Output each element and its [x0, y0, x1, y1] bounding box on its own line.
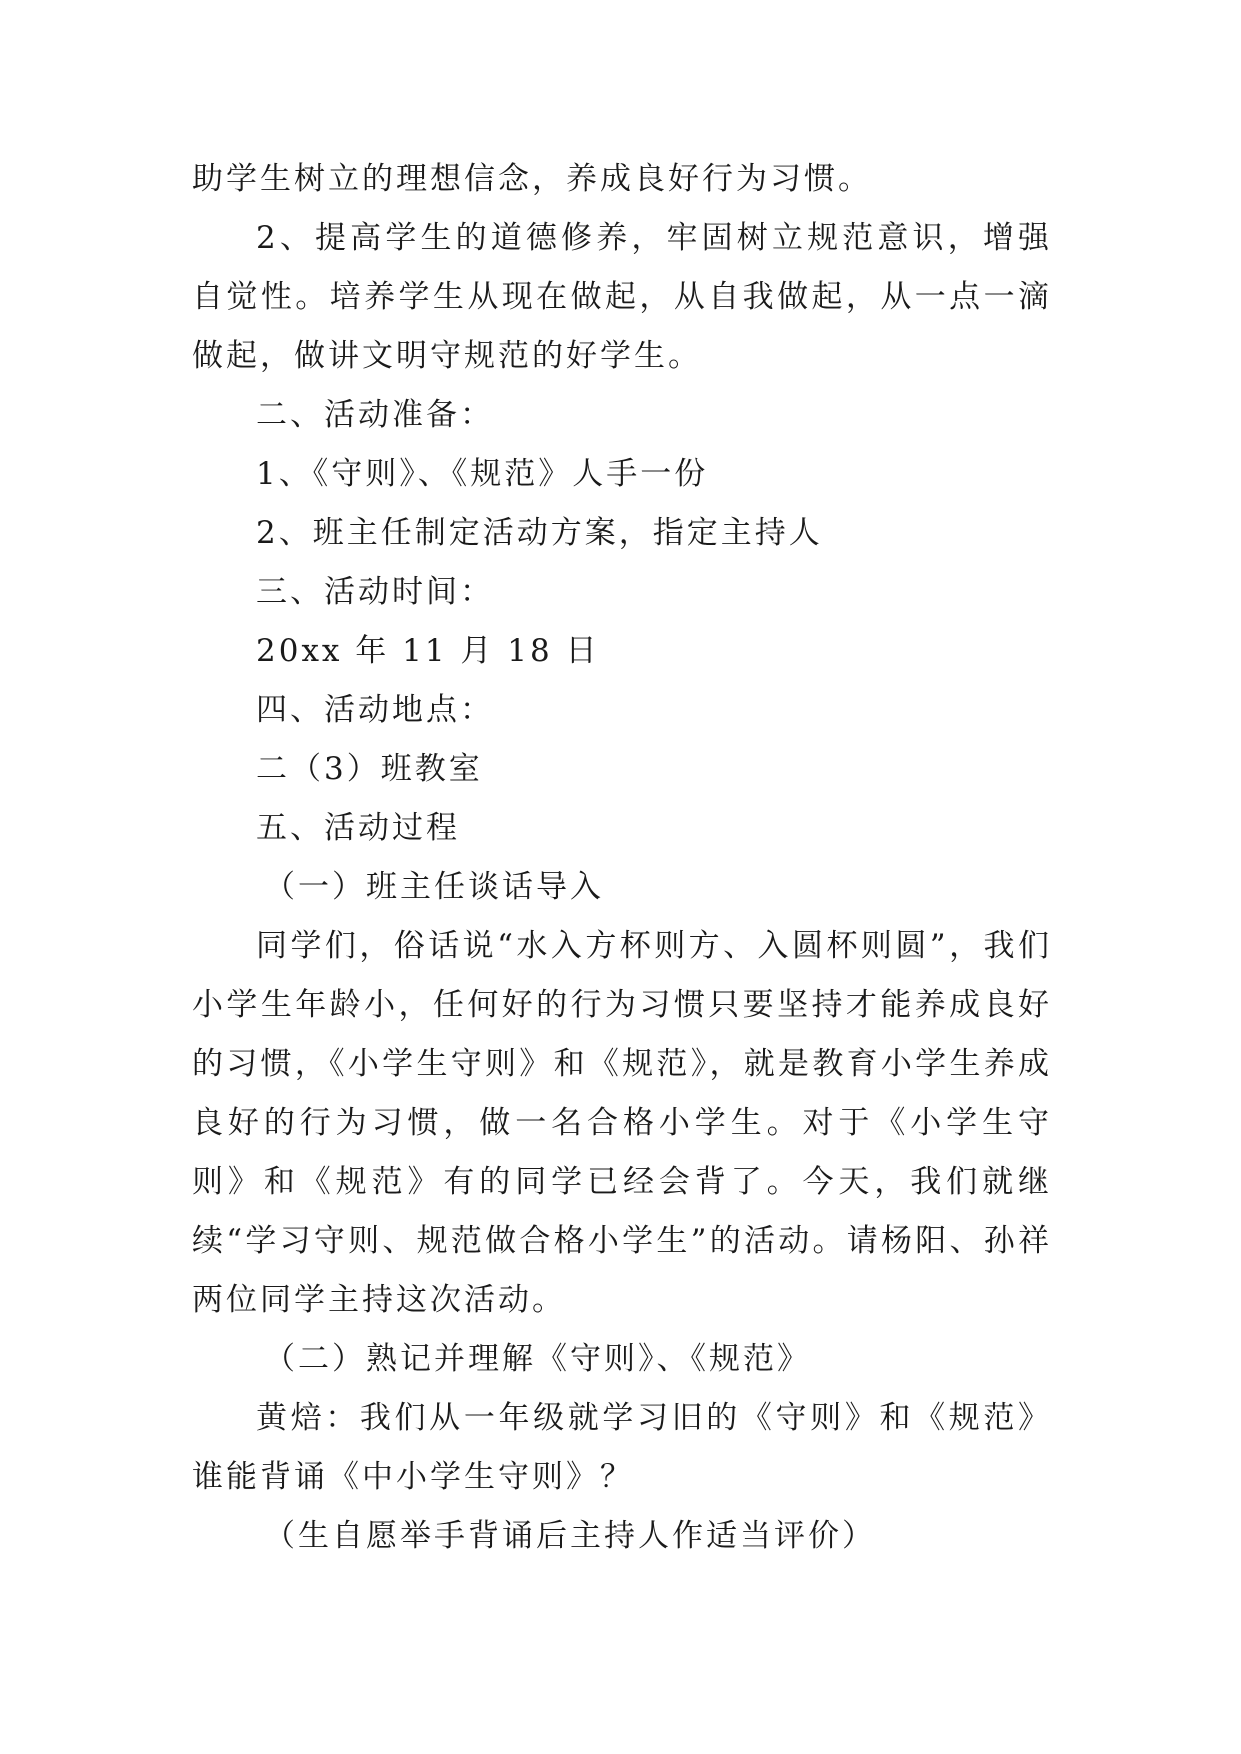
heading-preparation: 二、活动准备：: [256, 397, 494, 433]
paragraph-stage-note: （生自愿举手背诵后主持人作适当评价）: [264, 1518, 876, 1554]
activity-date: 20xx 年 11 月 18 日: [256, 633, 600, 669]
heading-time: 三、活动时间：: [256, 574, 494, 610]
document-body: [192, 150, 1052, 1566]
paragraph-teacher-speech: 同学们，俗话说“水入方杯则方、入圆杯则圆”，我们小学生年龄小，任何好的行为习惯只要坚持才能养成良好的习惯，《小学生守则》和《规范》，就是教育小学生养成良好的行为习惯，做一名合格小学生。对于《小学生守则》和《规范》有的同学已经会背了。今天，我们就继续“学习守则、规范做合格小学生”的活动。请杨阳、孙祥两位同学主持这次活动。: [192, 928, 1052, 1318]
paragraph-goal-2: 2、提高学生的道德修养，牢固树立规范意识，增强自觉性。培养学生从现在做起，从自我做起，从一点一滴做起，做讲文明守规范的好学生。: [192, 220, 1052, 374]
paragraph-host-question: 黄焙：我们从一年级就学习旧的《守则》和《规范》谁能背诵《中小学生守则》？: [192, 1400, 1052, 1495]
subheading-teacher-intro: （一）班主任谈话导入: [264, 869, 604, 905]
activity-location: 二（3）班教室: [256, 751, 483, 787]
heading-location: 四、活动地点：: [256, 692, 494, 728]
preparation-item-1: 1、《守则》、《规范》人手一份: [256, 456, 709, 492]
heading-process: 五、活动过程: [256, 810, 460, 846]
preparation-item-2: 2、班主任制定活动方案，指定主持人: [256, 515, 823, 551]
paragraph-continuation: 助学生树立的理想信念，养成良好行为习惯。: [192, 161, 872, 197]
subheading-memorize: （二）熟记并理解《守则》、《规范》: [264, 1341, 811, 1377]
